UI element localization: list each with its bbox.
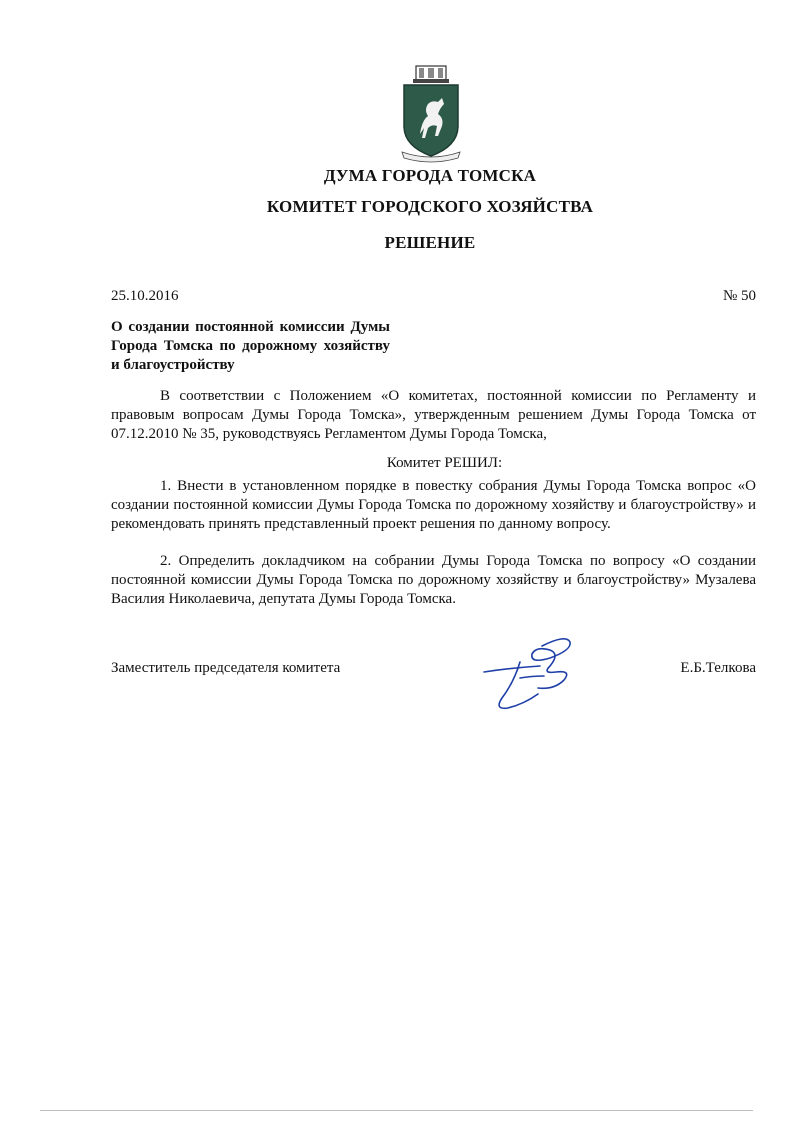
- preamble-paragraph: В соответствии с Положением «О комитетах, постоянной комиссии по Регламенту и правовым вопросам Думы Города Томска», утвержденным решением Думы Города Томска от 07.12.2010 № 35, руководствуясь Регламентом Думы Города Томска,: [111, 388, 756, 442]
- resolution-item-2: 2. Определить докладчиком на собрании Думы Города Томска по вопросу «О создании постоянной комиссии Думы Города Томска по дорожному хозяйству и благоустройству» Музалева Василия Николаевича, депутата Думы Города Томска.: [111, 553, 756, 607]
- document-number: № 50: [722, 288, 756, 304]
- committee-title: КОМИТЕТ ГОРОДСКОГО ХОЗЯЙСТВА: [266, 197, 594, 216]
- coat-of-arms-icon: [398, 64, 464, 164]
- resolution-heading: Комитет РЕШИЛ:: [386, 455, 503, 471]
- resolution-item-1: 1. Внести в установленном порядке в повестку собрания Думы Города Томска вопрос «О создании постоянной комиссии Думы Города Томска по дорожному хозяйству и благоустройству» и рекомендовать принять представленный проект решения по данному вопросу.: [111, 478, 756, 532]
- document-subject: О создании постоянной комиссии Думы Города Томска по дорожному хозяйству и благоустройству: [111, 319, 390, 373]
- document-type: РЕШЕНИЕ: [384, 233, 476, 252]
- footer-divider: [40, 1110, 753, 1111]
- signatory-name: Е.Б.Телкова: [680, 660, 756, 676]
- document-date: 25.10.2016: [111, 288, 179, 304]
- handwritten-signature: [480, 632, 580, 714]
- signatory-title: Заместитель председателя комитета: [111, 660, 341, 676]
- organization-title: ДУМА ГОРОДА ТОМСКА: [323, 166, 537, 185]
